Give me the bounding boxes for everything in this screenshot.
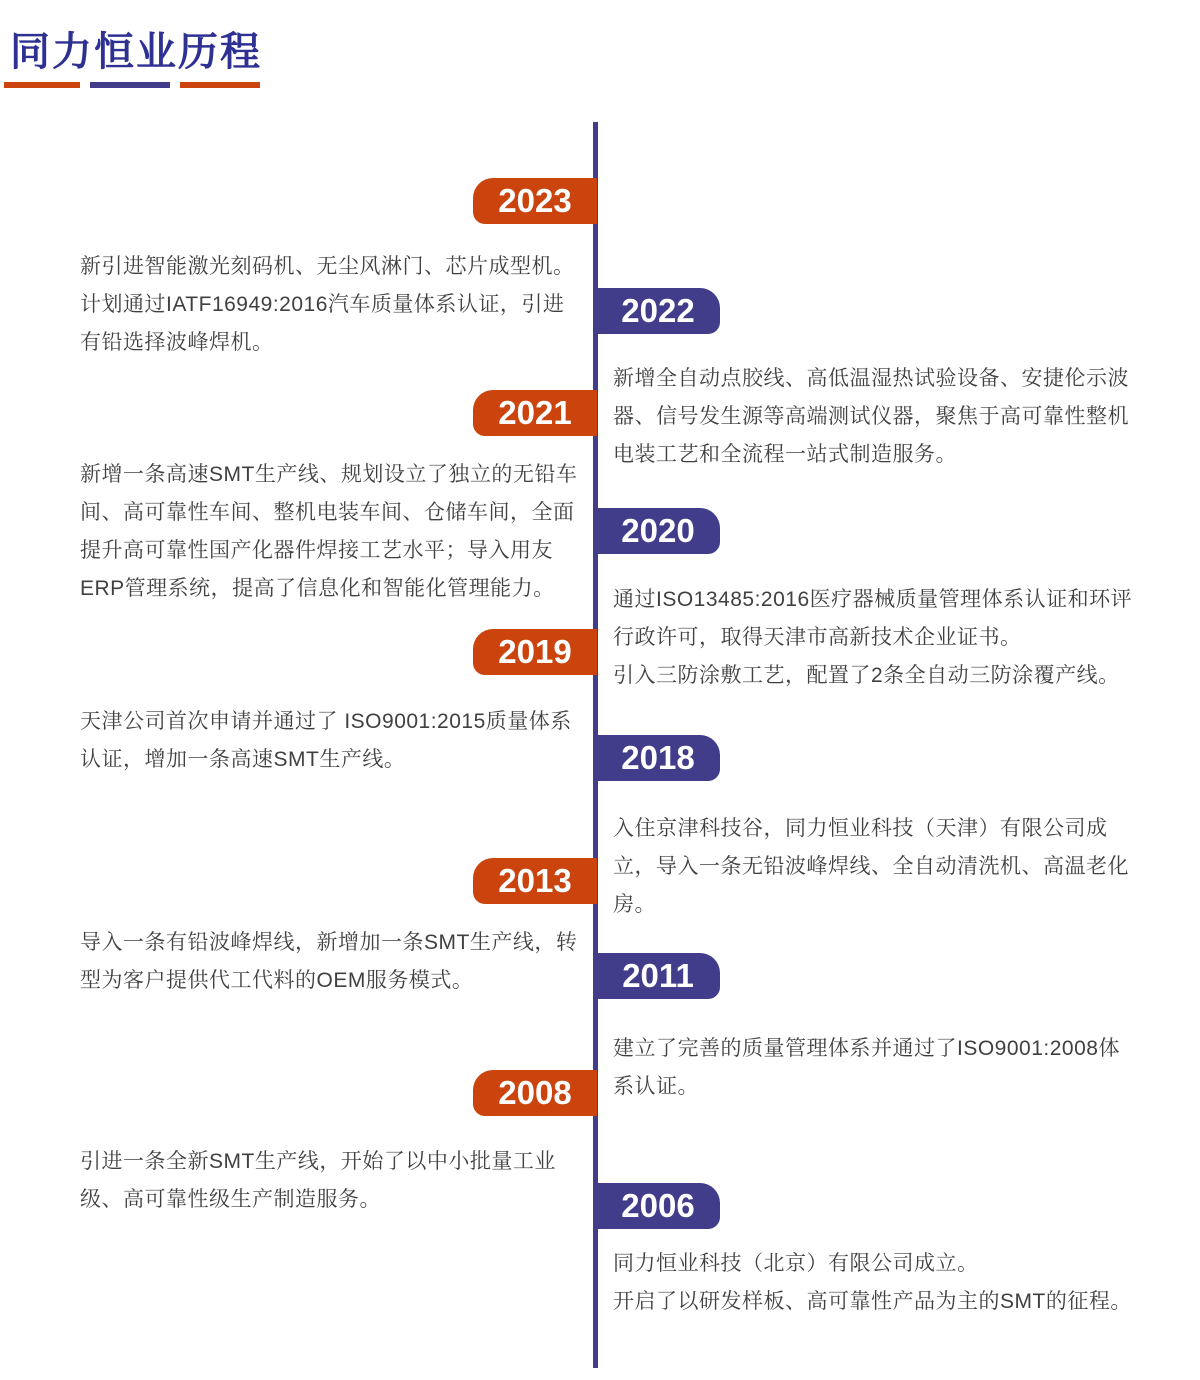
event-paragraph: 同力恒业科技（北京）有限公司成立。 (613, 1252, 979, 1275)
event-paragraph: 通过ISO13485:2016医疗器械质量管理体系认证和环评行政许可，取得天津市高新技术企业证书。 (613, 588, 1133, 649)
year-badge-2019: 2019 (473, 629, 597, 675)
event-description-2023 (80, 248, 580, 362)
event-paragraph: 新增一条高速SMT生产线、规划设立了独立的无铅车间、高可靠性车间、整机电装车间、仓储车间，全面提升高可靠性国产化器件焊接工艺水平；导入用友ERP管理系统，提高了信息化和智能化管理能力。 (80, 463, 578, 600)
event-paragraph: 建立了完善的质量管理体系并通过了ISO9001:2008体系认证。 (613, 1037, 1120, 1098)
event-description-2020 (613, 581, 1137, 695)
page-title: 同力恒业历程 (10, 30, 262, 74)
title-accent-bar-purple (90, 82, 170, 88)
year-badge-2006: 2006 (596, 1183, 720, 1229)
event-description-2008 (80, 1143, 580, 1219)
event-description-2019 (80, 703, 580, 779)
event-paragraph: 新引进智能激光刻码机、无尘风淋门、芯片成型机。计划通过IATF16949:2016汽车质量体系认证，引进有铅选择波峰焊机。 (80, 255, 575, 354)
event-paragraph: 天津公司首次申请并通过了 ISO9001:2015质量体系认证，增加一条高速SMT生产线。 (80, 710, 572, 771)
event-paragraph: 入住京津科技谷，同力恒业科技（天津）有限公司成立，导入一条无铅波峰焊线、全自动清洗机、高温老化房。 (613, 817, 1129, 916)
event-paragraph: 引入三防涂敷工艺，配置了2条全自动三防涂覆产线。 (613, 664, 1120, 687)
year-badge-2018: 2018 (596, 735, 720, 781)
event-description-2018 (613, 810, 1137, 924)
event-description-2022 (613, 360, 1137, 474)
event-paragraph: 引进一条全新SMT生产线，开始了以中小批量工业级、高可靠性级生产制造服务。 (80, 1150, 556, 1211)
event-paragraph: 导入一条有铅波峰焊线，新增加一条SMT生产线，转型为客户提供代工代料的OEM服务模式。 (80, 931, 578, 992)
event-description-2011 (613, 1030, 1137, 1106)
title-accent-bar-orange-right (180, 82, 260, 88)
year-badge-2013: 2013 (473, 858, 597, 904)
event-description-2006 (613, 1245, 1137, 1321)
event-paragraph: 新增全自动点胶线、高低温湿热试验设备、安捷伦示波器、信号发生源等高端测试仪器，聚焦于高可靠性整机电装工艺和全流程一站式制造服务。 (613, 367, 1129, 466)
title-accent-bar-orange-left (4, 82, 80, 88)
event-description-2021 (80, 456, 580, 608)
year-badge-2021: 2021 (473, 390, 597, 436)
year-badge-2020: 2020 (596, 508, 720, 554)
year-badge-2011: 2011 (596, 953, 720, 999)
event-description-2013 (80, 924, 580, 1000)
year-badge-2008: 2008 (473, 1070, 597, 1116)
event-paragraph: 开启了以研发样板、高可靠性产品为主的SMT的征程。 (613, 1290, 1132, 1313)
year-badge-2023: 2023 (473, 178, 597, 224)
year-badge-2022: 2022 (596, 288, 720, 334)
